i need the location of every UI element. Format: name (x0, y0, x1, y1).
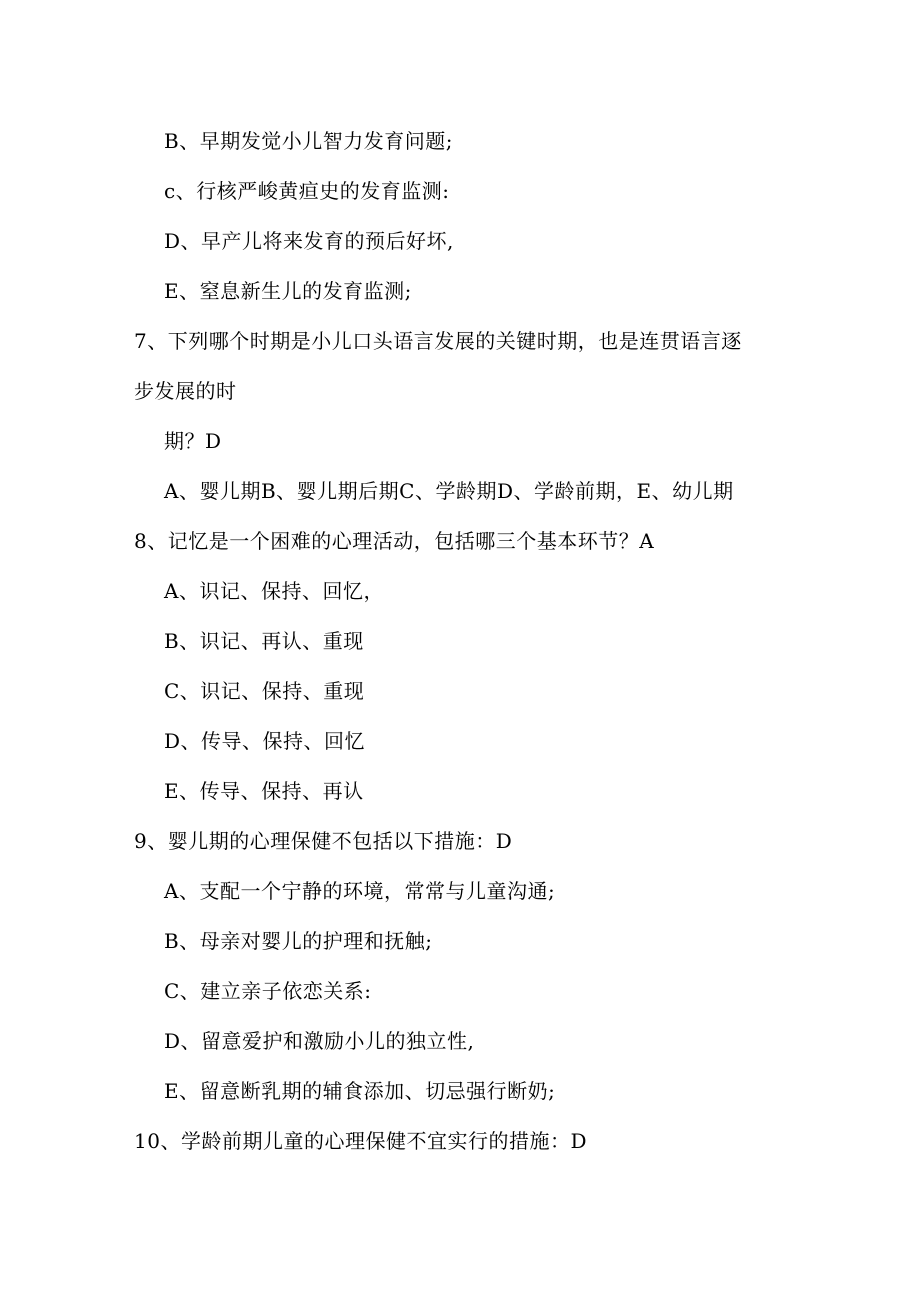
option-line: A、婴儿期B、婴儿期后期C、学龄期D、学龄前期，E、幼儿期 (164, 479, 734, 503)
option-line: E、传导、保持、再认 (164, 779, 364, 803)
option-line: A、支配一个宁静的环境，常常与儿童沟通; (164, 879, 556, 903)
option-line: A、识记、保持、回忆， (164, 579, 384, 603)
question-line: 8、记忆是一个困难的心理活动，包括哪三个基本环节？A (134, 529, 655, 553)
question-line: 10、学龄前期儿童的心理保健不宜实行的措施：D (134, 1129, 587, 1153)
option-line: C、识记、保持、重现 (164, 679, 365, 703)
question-line: 9、婴儿期的心理保健不包括以下措施：D (134, 829, 513, 853)
option-line: c、行核严峻黄疸史的发育监测: (164, 179, 450, 203)
option-line: B、早期发觉小儿智力发育问题; (164, 129, 453, 153)
option-line: D、早产儿将来发育的预后好坏, (164, 229, 454, 253)
question-continuation: 期？D (164, 429, 222, 453)
question-continuation: 步发展的时 (134, 379, 237, 403)
option-line: D、留意爱护和激励小儿的独立性, (164, 1029, 475, 1053)
question-line: 7、下列哪个时期是小儿口头语言发展的关键时期，也是连贯语言逐 (134, 329, 742, 353)
option-line: D、传导、保持、回忆 (164, 729, 366, 753)
option-line: B、识记、再认、重现 (164, 629, 364, 653)
option-line: E、窒息新生儿的发育监测; (164, 279, 412, 303)
option-line: E、留意断乳期的辅食添加、切忌强行断奶; (164, 1079, 556, 1103)
option-line: B、母亲对婴儿的护理和抚触; (164, 929, 433, 953)
option-line: C、建立亲子依恋关系: (164, 979, 372, 1003)
